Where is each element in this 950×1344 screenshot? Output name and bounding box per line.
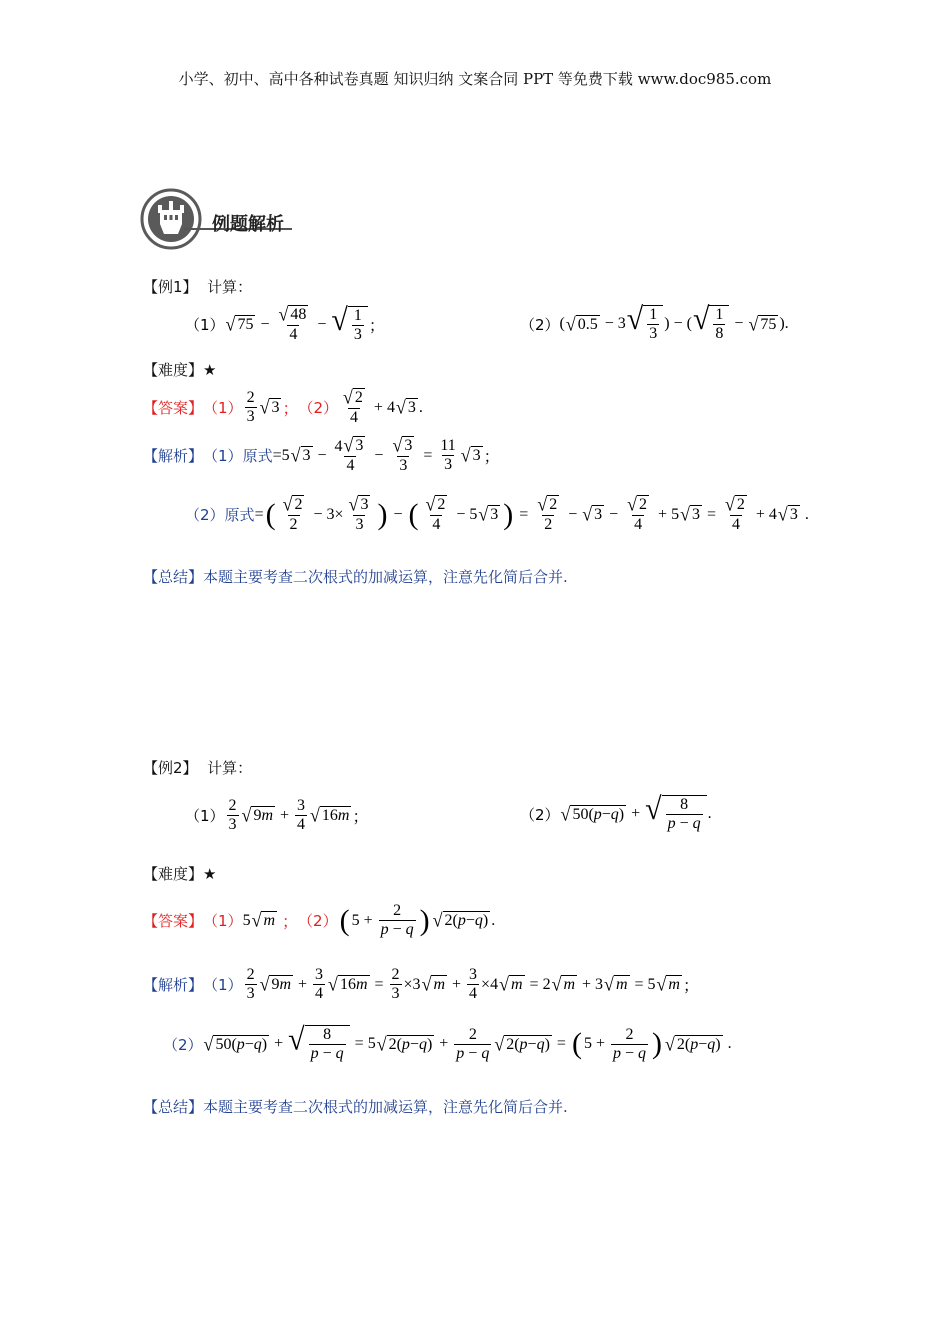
example1-summary: 【总结】本题主要考查二次根式的加减运算，注意先化简后合并.	[143, 568, 568, 586]
section-title	[140, 188, 300, 250]
example2-heading: 【例2】 计算：	[143, 759, 253, 777]
example1-difficulty: 【难度】★	[143, 361, 217, 379]
example2-answer: 【答案】 （1） 5 √ m ； （2） ( 5 + $\frac{2}{p - q}$ ) √ 2( p − q ) .	[143, 902, 496, 938]
example2-analysis-1: 【解析】 （1） $\frac{2}{3}$ √ 9 m + $\frac{3}{4}$ √ 16 m = $\frac{2}{3}$ ×3 √ m + $\frac{3}{4}$ ×4 √ m = 2 √ m + 3 √ m = 5 √ m ；	[143, 966, 699, 1002]
example2-difficulty: 【难度】★	[143, 865, 217, 883]
example1-heading: 【例1】 计算：	[143, 278, 253, 296]
castle-icon	[140, 188, 202, 250]
page-header: 小学、初中、高中各种试卷真题 知识归纳 文案合同 PPT 等免费下载 www.doc985.com	[178, 70, 772, 88]
example1-analysis-1: 【解析】 （1） 原式 =5 √ 3 − 4 √ 3 4 − √ 3 3 = $\frac{11}{3}$ √ 3 ；	[143, 434, 500, 474]
example2-problem1: （1） $\frac{2}{3}$ √ 9 m + $\frac{3}{4}$ √ 16 m ；	[185, 797, 369, 833]
section-title-text: 例题解析	[212, 214, 284, 235]
example2-problem2: （2） √ 50( p − q ) + √ $\frac{8}{p - q}$ .	[520, 791, 712, 832]
example1-problem2: （2） ( √ 0.5 − 3 √ $\frac{1}{3}$ ) − ( √ $\frac{1}{8}$ − √ 75 ) .	[520, 301, 789, 342]
example1-problem1: （1） √ 75 − √ 48 4 − √ $\frac{1}{3}$ ；	[185, 302, 385, 343]
example1-analysis-2: （2） 原式 = ( √ 2 2 − 3× √ 3 3 ) − ( √ 2 4 − 5 √ 3 ) = √ 2 2 − √ 3 − √ 2 4 + 5 √ 3 = √ 2 4 + 4 √ 3 .	[185, 493, 809, 533]
example2-analysis-2: （2） √ 50( p − q ) + √ $\frac{8}{p - q}$ = 5 √ 2( p − q ) + $\frac{2}{p - q}$ √ 2( p − q ) = ( 5 + $\frac{2}{p - q}$ ) √ 2( p − q ) .	[163, 1021, 732, 1062]
example2-summary: 【总结】本题主要考查二次根式的加减运算，注意先化简后合并.	[143, 1098, 568, 1116]
example1-answer: 【答案】 （1） $\frac{2}{3}$ √ 3 ； （2） √ 2 4 + 4 √ 3 .	[143, 386, 423, 426]
